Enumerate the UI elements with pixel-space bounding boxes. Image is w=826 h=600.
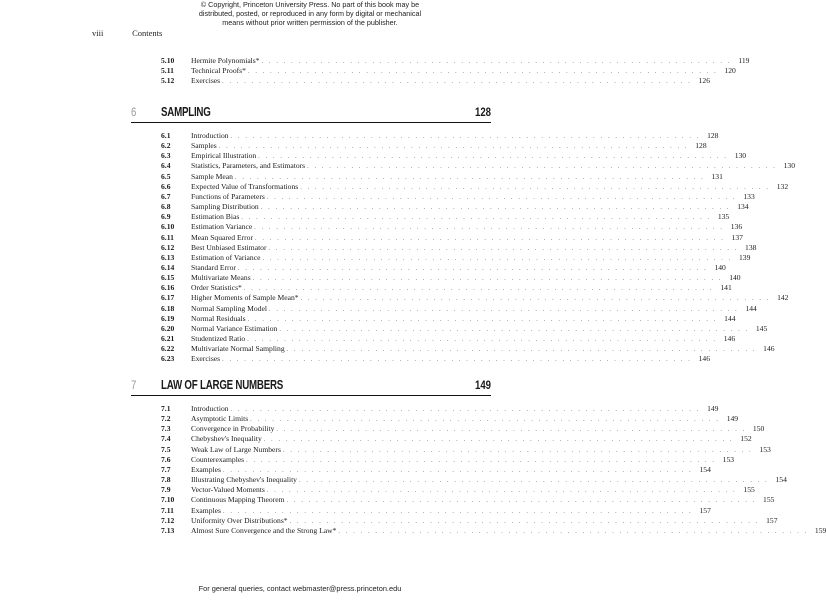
section-page: 153	[759, 444, 771, 454]
dot-leader: . . . . . . . . . . . . . . . . . . . . . . . . . . . . . . . . . . . . . . . . . . . . . . . . . . . . . . . . . . . . . . . .	[286, 498, 757, 505]
dot-leader: . . . . . . . . . . . . . . . . . . . . . . . . . . . . . . . . . . . . . . . . . . . . . . . . . . . . . . . . . . . . . . . .	[300, 184, 771, 191]
toc-entry	[161, 212, 730, 222]
section-page: 157	[699, 505, 711, 515]
toc-entry	[161, 454, 735, 465]
section-number: 6.16	[161, 283, 175, 293]
section-number: 5.10	[161, 56, 175, 65]
section-number: 6.6	[161, 181, 171, 191]
section-page: 120	[724, 66, 736, 76]
dot-leader: . . . . . . . . . . . . . . . . . . . . . . . . . . . . . . . . . . . . . . . . . . . . . . . . . . . . . . . . . . . . . . . .	[266, 488, 737, 495]
section-page: 149	[726, 414, 739, 424]
running-head-page: viii	[92, 28, 104, 38]
section-page: 154	[699, 464, 711, 474]
toc-entry	[161, 404, 719, 414]
section-page: 140	[714, 262, 726, 272]
section-number: 7.7	[161, 464, 171, 474]
toc-entry	[161, 303, 757, 314]
toc-entry	[161, 424, 765, 434]
dot-leader: . . . . . . . . . . . . . . . . . . . . . . . . . . . . . . . . . . . . . . . . . . . . . . . . . . . . . . . . . . . . . . . .	[230, 134, 701, 140]
section-title: Convergence in Probability	[191, 424, 275, 434]
section-page: 131	[711, 171, 723, 181]
toc-entry	[161, 171, 723, 182]
section-number: 6.15	[161, 273, 175, 283]
toc-entry	[161, 273, 741, 283]
section-number: 7.12	[161, 515, 175, 525]
dot-leader: . . . . . . . . . . . . . . . . . . . . . . . . . . . . . . . . . . . . . . . . . . . . . . . . . . . . . . . . . . . . . . . .	[250, 417, 721, 424]
section-title: Vector-Valued Moments	[191, 485, 265, 495]
section-page: 146	[698, 354, 711, 364]
section-title: Chebyshev's Inequality	[191, 434, 262, 444]
dot-leader: . . . . . . . . . . . . . . . . . . . . . . . . . . . . . . . . . . . . . . . . . . . . . . . . . . . . . . . . . . . . . . . .	[254, 225, 725, 232]
section-title: Expected Value of Transformations	[191, 181, 299, 191]
section-page: 142	[777, 293, 789, 303]
section-page: 144	[745, 303, 757, 313]
dot-leader: . . . . . . . . . . . . . . . . . . . . . . . . . . . . . . . . . . . . . . . . . . . . . . . . . . . . . . . . . . . . . . . .	[234, 174, 705, 181]
section-page: 128	[695, 141, 707, 151]
section-page: 146	[723, 334, 736, 343]
dot-leader: . . . . . . . . . . . . . . . . . . . . . . . . . . . . . . . . . . . . . . . . . . . . . . . . . . . . . . . . . . . . . . . .	[289, 518, 760, 525]
section-number: 6.10	[161, 222, 175, 232]
section-number: 6.7	[161, 191, 171, 201]
toc-entry	[161, 323, 768, 334]
section-title: Introduction	[191, 131, 229, 140]
section-page: 155	[763, 495, 775, 505]
dot-leader: . . . . . . . . . . . . . . . . . . . . . . . . . . . . . . . . . . . . . . . . . . . . . . . . . . . . . . . . . . . . . . . .	[338, 528, 809, 535]
copyright-line: means without prior written permission of the publisher.	[222, 18, 398, 27]
toc-entry	[161, 495, 775, 505]
toc-entry	[161, 232, 743, 243]
toc-entry	[161, 525, 826, 536]
section-title: Multivariate Means	[191, 273, 251, 283]
dot-leader: . . . . . . . . . . . . . . . . . . . . . . . . . . . . . . . . . . . . . . . . . . . . . . . . . . . . . . . . . . . . . . . .	[307, 164, 778, 171]
section-number: 7.3	[161, 424, 171, 434]
chapter-rule	[131, 395, 491, 396]
section-title: Counterexamples	[191, 454, 245, 464]
section-title: Technical Proofs*	[191, 66, 246, 76]
section-title: Normal Variance Estimation	[191, 323, 278, 333]
section-number: 6.4	[161, 161, 171, 171]
section-page: 130	[783, 161, 796, 171]
section-page: 136	[730, 222, 743, 232]
toc-entry	[161, 181, 789, 192]
section-number: 5.11	[161, 66, 174, 76]
section-number: 6.9	[161, 212, 171, 222]
toc-entry	[161, 283, 732, 293]
dot-leader: . . . . . . . . . . . . . . . . . . . . . . . . . . . . . . . . . . . . . . . . . . . . . . . . . . . . . . . . . . . . . . . .	[286, 347, 757, 354]
toc-entry	[161, 66, 736, 76]
section-page: 134	[737, 202, 749, 212]
section-page: 135	[717, 212, 730, 222]
toc-entry	[161, 475, 787, 485]
toc-entry	[161, 161, 796, 171]
dot-leader: . . . . . . . . . . . . . . . . . . . . . . . . . . . . . . . . . . . . . . . . . . . . . . . . . . . . . . . . . . . . . . . .	[243, 286, 714, 293]
dot-leader: . . . . . . . . . . . . . . . . . . . . . . . . . . . . . . . . . . . . . . . . . . . . . . . . . . . . . . . . . . . . . . . .	[263, 437, 734, 444]
dot-leader: . . . . . . . . . . . . . . . . . . . . . . . . . . . . . . . . . . . . . . . . . . . . . . . . . . . . . . . . . . . . . . . .	[247, 316, 718, 323]
dot-leader: . . . . . . . . . . . . . . . . . . . . . . . . . . . . . . . . . . . . . . . . . . . . . . . . . . . . . . . . . . . . . . . .	[252, 276, 723, 283]
dot-leader: . . . . . . . . . . . . . . . . . . . . . . . . . . . . . . . . . . . . . . . . . . . . . . . . . . . . . . . . . . . . . . . .	[262, 255, 733, 262]
toc-entry	[161, 505, 711, 516]
section-page: 152	[740, 434, 752, 444]
section-page: 119	[738, 56, 750, 65]
section-title: Empirical Illustration	[191, 151, 257, 161]
section-page: 137	[731, 232, 743, 242]
toc-entry	[161, 293, 789, 303]
section-page: 146	[763, 344, 775, 354]
running-head	[92, 28, 162, 38]
toc-entry	[161, 191, 755, 202]
dot-leader: . . . . . . . . . . . . . . . . . . . . . . . . . . . . . . . . . . . . . . . . . . . . . . . . . . . . . . . . . . . . . . . .	[241, 215, 712, 222]
chapter-rule	[131, 122, 491, 123]
dot-leader: . . . . . . . . . . . . . . . . . . . . . . . . . . . . . . . . . . . . . . . . . . . . . . . . . . . . . . . . . . . . . . . .	[279, 326, 750, 333]
toc-entry	[161, 334, 736, 344]
section-number: 5.12	[161, 76, 175, 86]
section-title: Examples	[191, 505, 221, 515]
section-number: 7.8	[161, 475, 171, 485]
section-number: 6.21	[161, 334, 175, 343]
section-number: 7.4	[161, 434, 171, 444]
dot-leader: . . . . . . . . . . . . . . . . . . . . . . . . . . . . . . . . . . . . . . . . . . . . . . . . . . . . . . . . . . . . . . . .	[218, 144, 689, 151]
section-number: 6.14	[161, 262, 175, 272]
toc-entry	[161, 56, 750, 66]
toc-entry	[161, 242, 757, 253]
chapter-number: 6	[131, 105, 137, 119]
section-title: Almost Sure Convergence and the Strong Law*	[191, 525, 337, 535]
section-page: 157	[766, 515, 778, 525]
dot-leader: . . . . . . . . . . . . . . . . . . . . . . . . . . . . . . . . . . . . . . . . . . . . . . . . . . . . . . . . . . . . . . . .	[222, 508, 693, 515]
section-number: 6.20	[161, 323, 175, 333]
toc-entry	[161, 444, 771, 455]
section-title: Normal Sampling Model	[191, 303, 267, 313]
section-number: 7.5	[161, 444, 171, 454]
chapter-title: LAW OF LARGE NUMBERS	[161, 378, 284, 392]
dot-leader: . . . . . . . . . . . . . . . . . . . . . . . . . . . . . . . . . . . . . . . . . . . . . . . . . . . . . . . . . . . . . . . .	[276, 427, 747, 434]
dot-leader: . . . . . . . . . . . . . . . . . . . . . . . . . . . . . . . . . . . . . . . . . . . . . . . . . . . . . . . . . . . . . . . .	[300, 296, 771, 303]
dot-leader: . . . . . . . . . . . . . . . . . . . . . . . . . . . . . . . . . . . . . . . . . . . . . . . . . . . . . . . . . . . . . . . .	[282, 447, 753, 454]
section-page: 140	[729, 273, 741, 283]
toc-entry	[161, 344, 775, 354]
section-page: 150	[752, 424, 765, 434]
section-title: Weak Law of Large Numbers	[191, 444, 281, 454]
toc-entry	[161, 313, 736, 324]
section-number: 7.13	[161, 525, 175, 535]
section-page: 138	[745, 242, 757, 252]
dot-leader: . . . . . . . . . . . . . . . . . . . . . . . . . . . . . . . . . . . . . . . . . . . . . . . . . . . . . . . . . . . . . . . .	[298, 478, 769, 485]
section-page: 145	[755, 323, 768, 333]
section-number: 6.12	[161, 242, 175, 252]
copyright-line: distributed, posted, or reproduced in any form by digital or mechanical	[198, 9, 422, 18]
chapter-page: 128	[474, 105, 491, 119]
section-number: 7.1	[161, 404, 171, 413]
dot-leader: . . . . . . . . . . . . . . . . . . . . . . . . . . . . . . . . . . . . . . . . . . . . . . . . . . . . . . . . . . . . . . . .	[260, 205, 731, 212]
section-title: Samples	[191, 141, 217, 151]
dot-leader: . . . . . . . . . . . . . . . . . . . . . . . . . . . . . . . . . . . . . . . . . . . . . . . . . . . . . . . . . . . . . . . .	[237, 265, 708, 272]
section-page: 128	[707, 131, 719, 140]
section-page: 149	[707, 404, 719, 413]
section-page: 141	[720, 283, 732, 293]
section-number: 6.8	[161, 202, 171, 212]
section-title: Functions of Parameters	[191, 191, 265, 201]
section-page: 126	[698, 76, 711, 86]
section-title: Normal Residuals	[191, 313, 246, 323]
toc-entry	[161, 262, 726, 273]
chapter-page: 149	[474, 378, 491, 392]
dot-leader: . . . . . . . . . . . . . . . . . . . . . . . . . . . . . . . . . . . . . . . . . . . . . . . . . . . . . . . . . . . . . . . .	[222, 357, 693, 364]
dot-leader: . . . . . . . . . . . . . . . . . . . . . . . . . . . . . . . . . . . . . . . . . . . . . . . . . . . . . . . . . . . . . . . .	[246, 457, 717, 464]
section-title: Exercises	[191, 354, 221, 364]
section-number: 6.17	[161, 293, 175, 303]
section-number: 7.11	[161, 505, 174, 515]
section-number: 6.5	[161, 171, 171, 181]
dot-leader: . . . . . . . . . . . . . . . . . . . . . . . . . . . . . . . . . . . . . . . . . . . . . . . . . . . . . . . . . . . . . . . .	[268, 306, 739, 313]
section-title: Statistics, Parameters, and Estimators	[191, 161, 306, 171]
dot-leader: . . . . . . . . . . . . . . . . . . . . . . . . . . . . . . . . . . . . . . . . . . . . . . . . . . . . . . . . . . . . . . . .	[247, 337, 718, 343]
section-number: 7.2	[161, 414, 171, 424]
section-page: 154	[775, 475, 787, 485]
toc-entry	[161, 222, 743, 232]
copyright-notice	[195, 0, 425, 27]
section-title: Asymptotic Limits	[191, 414, 249, 424]
section-number: 6.19	[161, 313, 175, 323]
dot-leader: . . . . . . . . . . . . . . . . . . . . . . . . . . . . . . . . . . . . . . . . . . . . . . . . . . . . . . . . . . . . . . . .	[261, 59, 732, 65]
section-title: Mean Squared Error	[191, 232, 253, 242]
section-title: Estimation of Variance	[191, 252, 261, 262]
section-number: 7.9	[161, 485, 171, 495]
section-title: Studentized Ratio	[191, 334, 246, 343]
chapter-title: SAMPLING	[161, 105, 211, 119]
section-page: 133	[743, 191, 755, 201]
section-page: 139	[738, 252, 751, 262]
chapter-heading	[131, 378, 491, 394]
section-number: 6.11	[161, 232, 174, 242]
section-title: Illustrating Chebyshev's Inequality	[191, 475, 297, 485]
section-title: Sample Mean	[191, 171, 233, 181]
dot-leader: . . . . . . . . . . . . . . . . . . . . . . . . . . . . . . . . . . . . . . . . . . . . . . . . . . . . . . . . . . . . . . . .	[266, 194, 737, 201]
chapter-number: 7	[131, 378, 137, 392]
toc-entry	[161, 131, 719, 141]
section-page: 132	[776, 181, 789, 191]
dot-leader: . . . . . . . . . . . . . . . . . . . . . . . . . . . . . . . . . . . . . . . . . . . . . . . . . . . . . . . . . . . . . . . .	[230, 407, 701, 413]
section-number: 6.18	[161, 303, 175, 313]
section-title: Higher Moments of Sample Mean*	[191, 293, 299, 303]
section-title: Introduction	[191, 404, 229, 413]
toc-entry	[161, 141, 707, 151]
section-page: 144	[724, 313, 736, 323]
toc-entry	[161, 151, 747, 161]
section-title: Multivariate Normal Sampling	[191, 344, 285, 354]
toc-entry	[161, 202, 749, 212]
section-title: Estimation Variance	[191, 222, 253, 232]
section-title: Exercises	[191, 76, 221, 86]
section-title: Sampling Distribution	[191, 202, 259, 212]
toc-entry	[161, 76, 711, 86]
toc-entry	[161, 434, 752, 444]
toc-entry	[161, 354, 711, 364]
dot-leader: . . . . . . . . . . . . . . . . . . . . . . . . . . . . . . . . . . . . . . . . . . . . . . . . . . . . . . . . . . . . . . . .	[247, 69, 718, 76]
dot-leader: . . . . . . . . . . . . . . . . . . . . . . . . . . . . . . . . . . . . . . . . . . . . . . . . . . . . . . . . . . . . . . . .	[222, 467, 693, 474]
footer-contact: For general queries, contact webmaster@press.princeton.edu	[198, 584, 402, 593]
section-number: 6.2	[161, 141, 171, 151]
copyright-line: © Copyright, Princeton University Press. No part of this book may be	[200, 0, 420, 9]
section-title: Best Unbiased Estimator	[191, 242, 267, 252]
section-page: 159	[814, 525, 826, 535]
section-page: 155	[743, 485, 755, 495]
dot-leader: . . . . . . . . . . . . . . . . . . . . . . . . . . . . . . . . . . . . . . . . . . . . . . . . . . . . . . . . . . . . . . . .	[255, 235, 725, 242]
section-title: Order Statistics*	[191, 283, 242, 293]
section-page: 130	[734, 151, 747, 161]
section-number: 7.6	[161, 454, 171, 464]
section-title: Hermite Polynomials*	[191, 56, 260, 65]
toc-entry	[161, 414, 739, 424]
section-number: 6.13	[161, 252, 175, 262]
running-head-title: Contents	[132, 28, 163, 38]
section-number: 6.3	[161, 151, 171, 161]
chapter-heading	[131, 105, 491, 121]
section-title: Continuous Mapping Theorem	[191, 495, 285, 505]
section-title: Uniformity Over Distributions*	[191, 515, 288, 525]
section-title: Examples	[191, 464, 221, 474]
section-number: 6.22	[161, 344, 175, 354]
dot-leader: . . . . . . . . . . . . . . . . . . . . . . . . . . . . . . . . . . . . . . . . . . . . . . . . . . . . . . . . . . . . . . . .	[258, 154, 729, 161]
section-page: 153	[722, 454, 735, 464]
dot-leader: . . . . . . . . . . . . . . . . . . . . . . . . . . . . . . . . . . . . . . . . . . . . . . . . . . . . . . . . . . . . . . . .	[222, 79, 693, 86]
toc-entry	[161, 515, 778, 526]
toc-entry	[161, 252, 751, 263]
toc-entry	[161, 464, 711, 475]
section-title: Standard Error	[191, 262, 236, 272]
dot-leader: . . . . . . . . . . . . . . . . . . . . . . . . . . . . . . . . . . . . . . . . . . . . . . . . . . . . . . . . . . . . . . . .	[268, 245, 739, 252]
section-number: 6.1	[161, 131, 171, 140]
section-number: 7.10	[161, 495, 175, 505]
toc-entry	[161, 485, 755, 495]
section-number: 6.23	[161, 354, 175, 364]
section-title: Estimation Bias	[191, 212, 240, 222]
